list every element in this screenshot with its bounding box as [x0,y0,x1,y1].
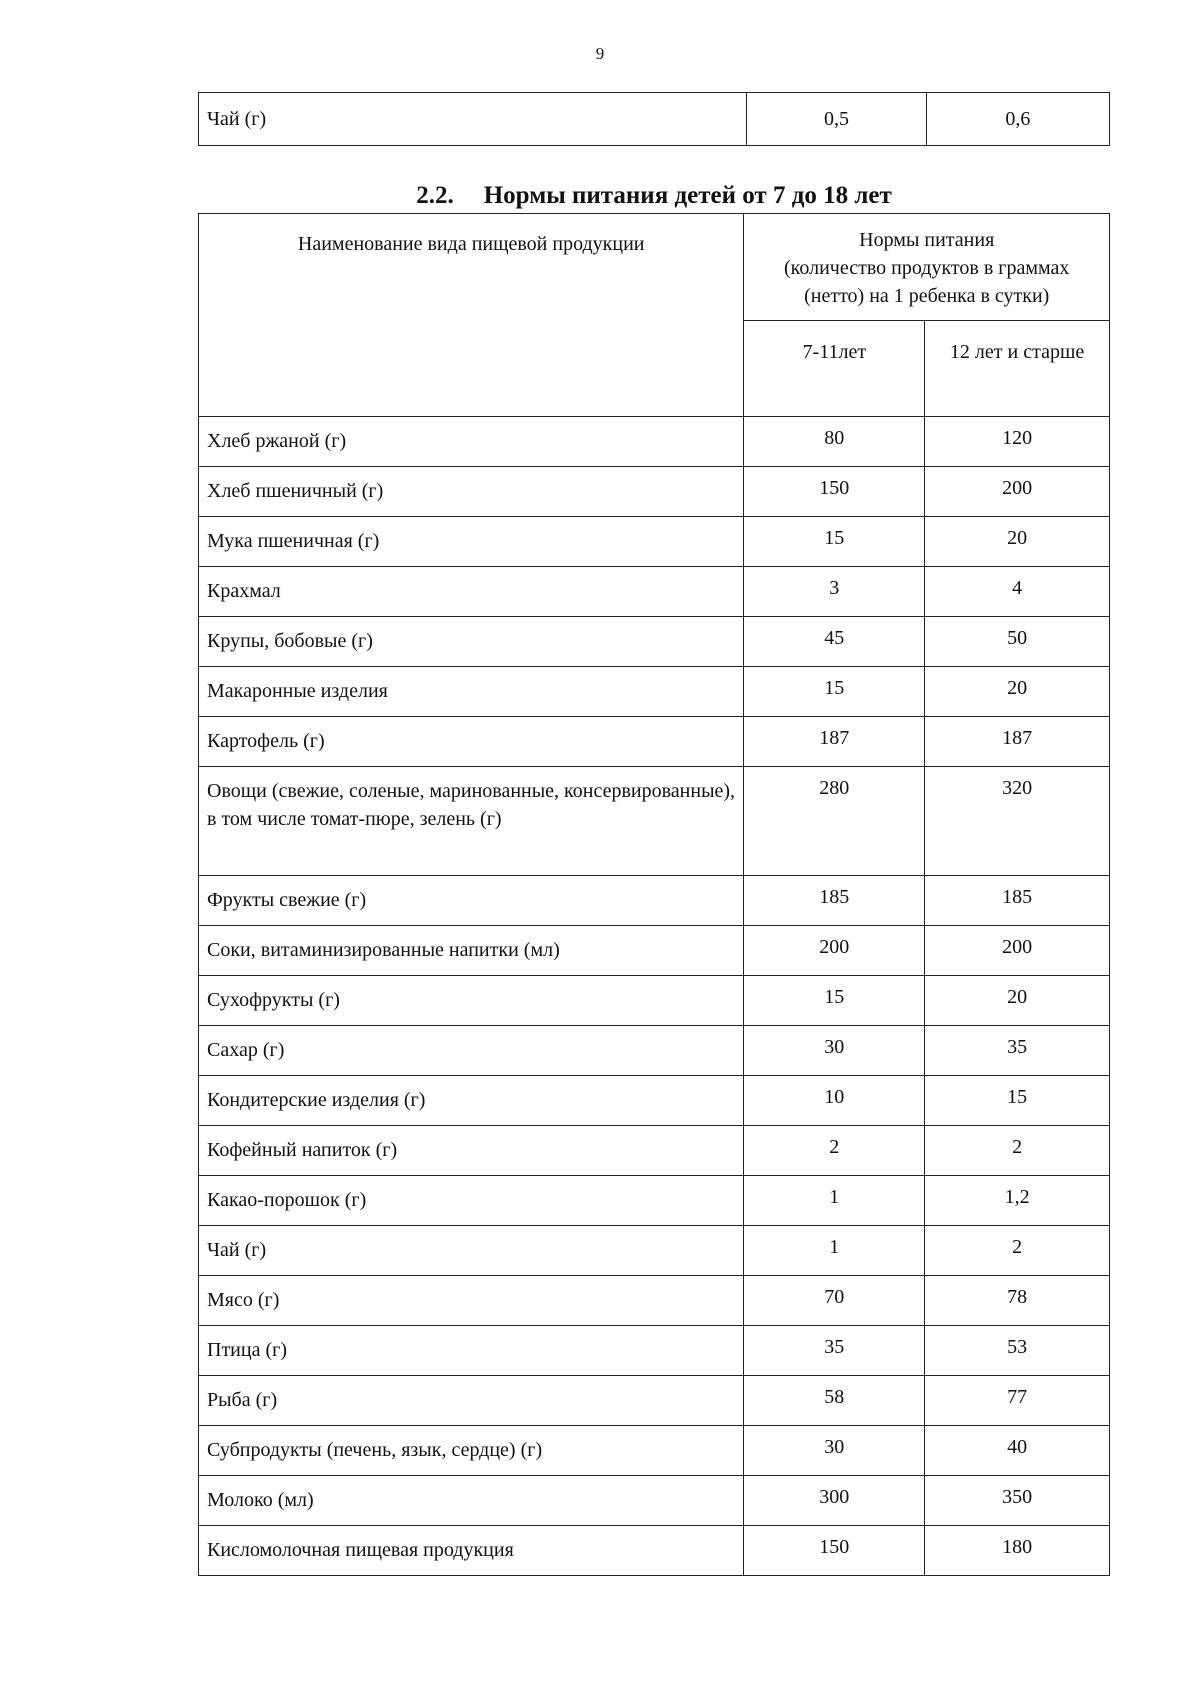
row-name: Сахар (г) [199,1026,744,1076]
table-row [199,1126,1110,1176]
row-name: Хлеб пшеничный (г) [199,467,744,517]
row-name: Кисломолочная пищевая продукция [199,1526,744,1576]
row-value-12-plus: 2 [925,1226,1110,1276]
row-value-12-plus: 320 [925,767,1110,876]
row-value-7-11: 1 [744,1176,925,1226]
row-value-12-plus: 53 [925,1326,1110,1376]
row-value-12-plus: 187 [925,717,1110,767]
row-value-7-11: 30 [744,1026,925,1076]
row-value-12-plus: 20 [925,667,1110,717]
table-row [199,517,1110,567]
row-name: Молоко (мл) [199,1476,744,1526]
row-value-12-plus: 35 [925,1026,1110,1076]
row-value-7-11: 70 [744,1276,925,1326]
header-age-12-plus: 12 лет и старше [925,321,1110,417]
table-row [199,1376,1110,1426]
row-value-7-11: 185 [744,876,925,926]
section-title-text: Нормы питания детей от 7 до 18 лет [483,182,892,209]
row-name: Картофель (г) [199,717,744,767]
row-value-7-11: 200 [744,926,925,976]
row-value-7-11: 58 [744,1376,925,1426]
row-value-7-11: 3 [744,567,925,617]
table-header-row [199,214,1110,321]
nutrition-norms-table [198,213,1110,1576]
row-name: Какао-порошок (г) [199,1176,744,1226]
table-row [199,1526,1110,1576]
row-name: Субпродукты (печень, язык, сердце) (г) [199,1426,744,1476]
table-row [199,467,1110,517]
row-value-7-11: 35 [744,1326,925,1376]
row-value-7-11: 187 [744,717,925,767]
row-value-12-plus: 78 [925,1276,1110,1326]
table-row [199,876,1110,926]
row-name: Крупы, бобовые (г) [199,617,744,667]
row-name: Кофейный напиток (г) [199,1126,744,1176]
row-name: Соки, витаминизированные напитки (мл) [199,926,744,976]
table-row [199,926,1110,976]
header-age-7-11: 7-11лет [744,321,925,417]
header-norms-line: Нормы питания [859,229,995,251]
table-row [199,667,1110,717]
row-name: Рыба (г) [199,1376,744,1426]
row-value-7-11: 0,5 [747,93,926,146]
table-row [199,1026,1110,1076]
table-row [199,1476,1110,1526]
row-value-7-11: 30 [744,1426,925,1476]
row-value-12-plus: 40 [925,1426,1110,1476]
row-name: Крахмал [199,567,744,617]
header-product-name: Наименование вида пищевой продукции [199,214,744,417]
row-name: Хлеб ржаной (г) [199,417,744,467]
table-row [199,1326,1110,1376]
row-value-12-plus: 2 [925,1126,1110,1176]
header-norms [744,214,1110,321]
row-value-12-plus: 20 [925,517,1110,567]
table-row [199,717,1110,767]
row-name: Мясо (г) [199,1276,744,1326]
row-name: Птица (г) [199,1326,744,1376]
table-row [199,567,1110,617]
table-row [199,1426,1110,1476]
section-number: 2.2. [416,182,454,209]
table-row [199,1226,1110,1276]
row-value-7-11: 15 [744,667,925,717]
row-value-7-11: 150 [744,467,925,517]
table-row [199,767,1110,876]
row-value-7-11: 300 [744,1476,925,1526]
table-row [199,93,1110,146]
row-value-12-plus: 20 [925,976,1110,1026]
table-row [199,417,1110,467]
row-value-12-plus: 1,2 [925,1176,1110,1226]
row-name: Сухофрукты (г) [199,976,744,1026]
row-value-12-plus: 350 [925,1476,1110,1526]
page-number: 9 [595,44,605,63]
row-value-12-plus: 185 [925,876,1110,926]
row-value-12-plus: 77 [925,1376,1110,1426]
row-value-7-11: 2 [744,1126,925,1176]
row-value-12-plus: 200 [925,467,1110,517]
row-value-12-plus: 50 [925,617,1110,667]
row-value-7-11: 15 [744,517,925,567]
row-value-7-11: 1 [744,1226,925,1276]
row-name: Овощи (свежие, соленые, маринованные, консервированные), в том числе томат-пюре, зелень (г) [199,767,744,876]
row-value-7-11: 45 [744,617,925,667]
header-norms-line: (количество продуктов в граммах [784,257,1070,279]
row-value-12-plus: 180 [925,1526,1110,1576]
table-row [199,1276,1110,1326]
row-value-12-plus: 120 [925,417,1110,467]
section-title [198,182,1110,210]
row-value-7-11: 15 [744,976,925,1026]
table-row [199,1076,1110,1126]
row-name: Чай (г) [199,93,747,146]
row-value-12-plus: 4 [925,567,1110,617]
row-value-12-plus: 15 [925,1076,1110,1126]
row-value-12-plus: 200 [925,926,1110,976]
table-row [199,617,1110,667]
row-value-7-11: 280 [744,767,925,876]
row-name: Фрукты свежие (г) [199,876,744,926]
row-value-7-11: 10 [744,1076,925,1126]
table-row [199,976,1110,1026]
row-value-7-11: 80 [744,417,925,467]
row-value-12-plus: 0,6 [926,93,1109,146]
row-name: Кондитерские изделия (г) [199,1076,744,1126]
row-value-7-11: 150 [744,1526,925,1576]
row-name: Макаронные изделия [199,667,744,717]
row-name: Мука пшеничная (г) [199,517,744,567]
continued-table [198,92,1110,146]
row-name: Чай (г) [199,1226,744,1276]
table-row [199,1176,1110,1226]
header-norms-line: (нетто) на 1 ребенка в сутки) [804,285,1050,307]
